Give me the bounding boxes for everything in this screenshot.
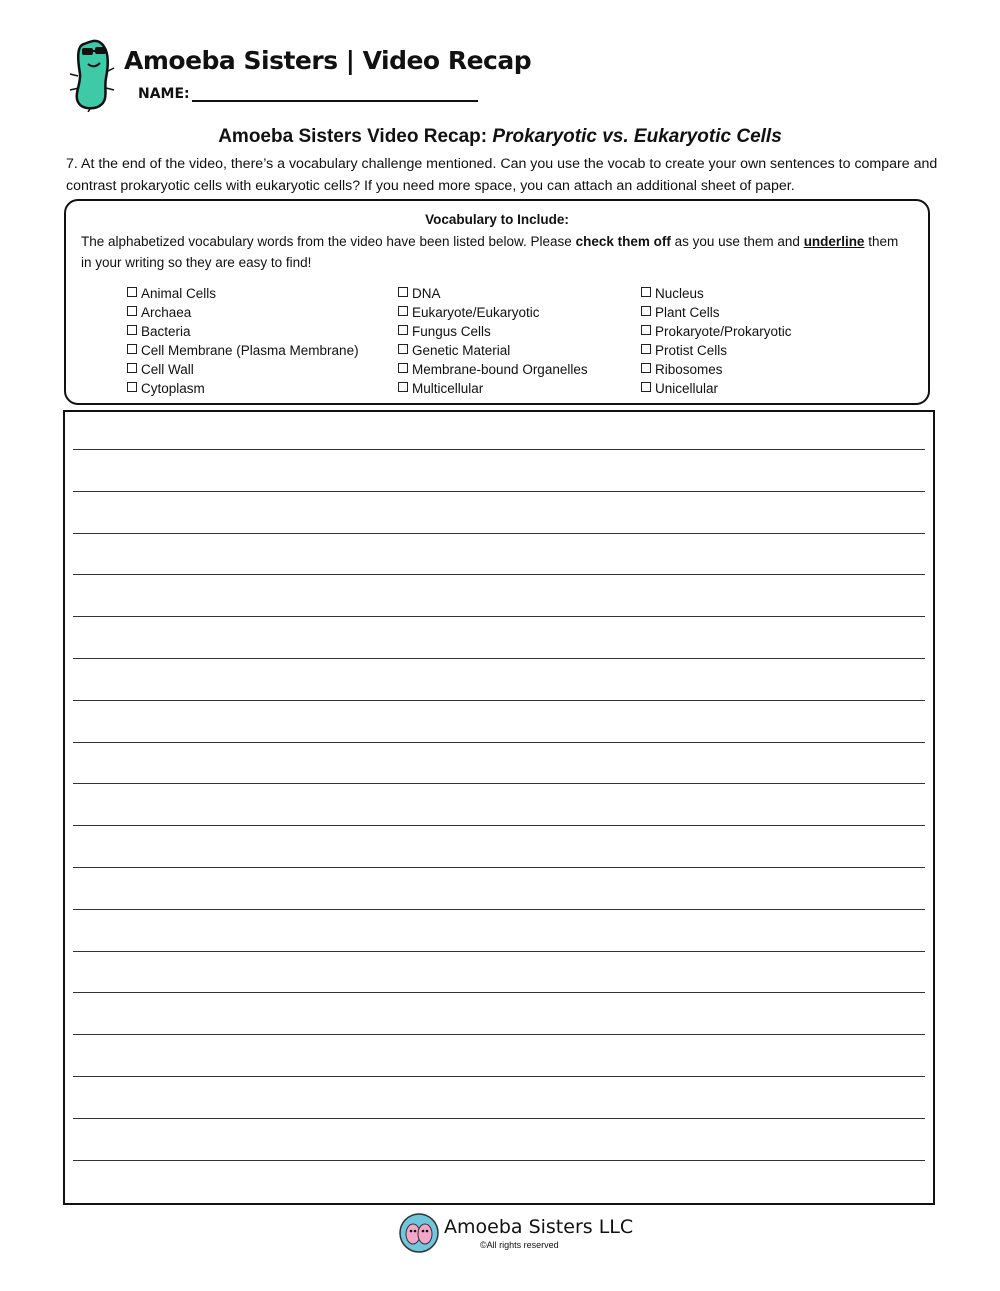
vocab-desc-bold: check them off	[575, 234, 671, 249]
vocab-item-label: Nucleus	[655, 286, 704, 301]
vocab-item-label: Ribosomes	[655, 362, 723, 377]
writing-line[interactable]	[73, 992, 925, 993]
page-title	[0, 126, 1000, 148]
vocab-item-label: Unicellular	[655, 381, 719, 396]
vocab-item-label: Bacteria	[141, 324, 191, 339]
vocab-item-label: Cell Wall	[141, 362, 194, 377]
vocab-item[interactable]	[398, 322, 588, 341]
vocabulary-heading: Vocabulary to Include:	[425, 212, 569, 227]
vocab-desc-underline: underline	[803, 234, 865, 249]
checkbox[interactable]	[127, 344, 137, 354]
vocab-desc-part1: The alphabetized vocabulary words from the video have been listed below. Please	[81, 234, 576, 249]
checkbox[interactable]	[127, 325, 137, 335]
vocab-desc-part2: as you use them and	[670, 234, 804, 249]
amoeba-mascot-icon	[66, 32, 126, 112]
page-title-emphasis: Prokaryotic vs. Eukaryotic Cells	[492, 126, 782, 147]
checkbox[interactable]	[127, 287, 137, 297]
vocabulary-instructions	[81, 231, 911, 273]
vocab-item-label: Cytoplasm	[141, 381, 205, 396]
name-field[interactable]	[192, 86, 478, 102]
checkbox[interactable]	[127, 382, 137, 392]
writing-line[interactable]	[73, 867, 925, 868]
vocab-column-1	[127, 284, 359, 398]
vocab-item[interactable]	[398, 284, 588, 303]
writing-line[interactable]	[73, 825, 925, 826]
page-title-prefix: Amoeba Sisters Video Recap:	[218, 126, 493, 147]
checkbox[interactable]	[641, 344, 651, 354]
vocab-item-label: Multicellular	[412, 381, 484, 396]
vocab-item-label: DNA	[412, 286, 441, 301]
checkbox[interactable]	[398, 325, 408, 335]
writing-line[interactable]	[73, 1034, 925, 1035]
name-label: NAME:	[138, 86, 190, 102]
footer-rights: ©All rights reserved	[480, 1240, 559, 1250]
writing-line[interactable]	[73, 1076, 925, 1077]
writing-line[interactable]	[73, 783, 925, 784]
vocab-item[interactable]	[641, 379, 792, 398]
vocab-item[interactable]	[127, 341, 359, 360]
vocab-item-label: Protist Cells	[655, 343, 728, 358]
vocab-item[interactable]	[127, 360, 359, 379]
writing-area[interactable]	[63, 410, 935, 1205]
vocab-column-2	[398, 284, 588, 398]
footer	[398, 1210, 634, 1258]
vocab-item-label: Membrane-bound Organelles	[412, 362, 588, 377]
writing-line[interactable]	[73, 1118, 925, 1119]
vocab-item[interactable]	[127, 284, 359, 303]
writing-line[interactable]	[73, 491, 925, 492]
vocab-item[interactable]	[641, 360, 792, 379]
vocab-item[interactable]	[398, 341, 588, 360]
vocab-item[interactable]	[398, 379, 588, 398]
vocab-item[interactable]	[641, 322, 792, 341]
checkbox[interactable]	[641, 287, 651, 297]
brand-title: Amoeba Sisters | Video Recap	[124, 46, 532, 75]
checkbox[interactable]	[398, 344, 408, 354]
amoeba-sisters-logo-icon	[398, 1212, 440, 1254]
vocab-item[interactable]	[641, 284, 792, 303]
vocab-item-label: Archaea	[141, 305, 192, 320]
checkbox[interactable]	[641, 306, 651, 316]
footer-company: Amoeba Sisters LLC	[444, 1216, 634, 1238]
vocab-item-label: Prokaryote/Prokaryotic	[655, 324, 792, 339]
worksheet-header	[60, 28, 532, 112]
vocab-item[interactable]	[641, 341, 792, 360]
vocab-item[interactable]	[398, 360, 588, 379]
writing-line[interactable]	[73, 909, 925, 910]
vocab-item[interactable]	[398, 303, 588, 322]
vocab-item[interactable]	[127, 322, 359, 341]
writing-line[interactable]	[73, 449, 925, 450]
vocab-item-label: Animal Cells	[141, 286, 217, 301]
checkbox[interactable]	[398, 382, 408, 392]
writing-line[interactable]	[73, 742, 925, 743]
vocab-item[interactable]	[127, 379, 359, 398]
vocab-item-label: Fungus Cells	[412, 324, 491, 339]
writing-line[interactable]	[73, 616, 925, 617]
question-text: 7. At the end of the video, there’s a vocabulary challenge mentioned. Can you use the vocab to create your own sentences to compare and contrast prokaryotic cells with eukaryotic cells? If you need more space, you can attach an additional sheet of paper.	[66, 156, 938, 194]
vocab-item-label: Cell Membrane (Plasma Membrane)	[141, 343, 359, 358]
writing-line[interactable]	[73, 574, 925, 575]
vocab-item[interactable]	[127, 303, 359, 322]
name-row	[138, 86, 478, 102]
vocab-item-label: Plant Cells	[655, 305, 720, 320]
vocabulary-box	[64, 199, 930, 405]
checkbox[interactable]	[398, 306, 408, 316]
checkbox[interactable]	[398, 363, 408, 373]
checkbox[interactable]	[127, 306, 137, 316]
writing-line[interactable]	[73, 700, 925, 701]
vocab-item-label: Eukaryote/Eukaryotic	[412, 305, 540, 320]
checkbox[interactable]	[127, 363, 137, 373]
vocab-column-3	[641, 284, 792, 398]
checkbox[interactable]	[641, 382, 651, 392]
writing-line[interactable]	[73, 1160, 925, 1161]
vocab-item-label: Genetic Material	[412, 343, 511, 358]
checkbox[interactable]	[641, 363, 651, 373]
writing-line[interactable]	[73, 533, 925, 534]
writing-line[interactable]	[73, 658, 925, 659]
writing-line[interactable]	[73, 951, 925, 952]
vocab-desc-part3: them in your writing so they are easy to find!	[81, 234, 899, 270]
checkbox[interactable]	[398, 287, 408, 297]
checkbox[interactable]	[641, 325, 651, 335]
vocab-item[interactable]	[641, 303, 792, 322]
